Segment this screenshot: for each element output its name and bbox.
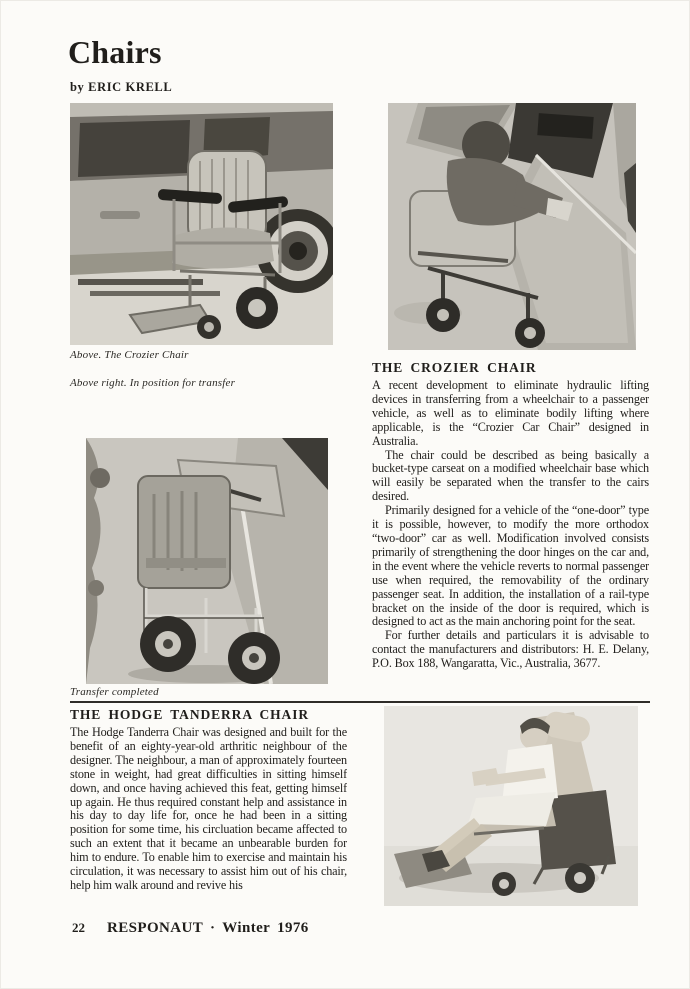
photo-tanderra-chair <box>384 706 638 906</box>
article-crozier-heading: THE CROZIER CHAIR <box>372 360 537 375</box>
caption-transfer-completed: Transfer completed <box>70 686 159 698</box>
page-number: 22 <box>72 920 85 935</box>
article-crozier-paragraph-3: Primarily designed for a vehicle of the “one-door” type it is possible, however, to modify the more orthodox “two-door” car as well. Modification involved consists primarily of strengthening the door hinges on the car and, in the event where the vehicle reverts to normal passenger use when required, the removability of the ordinary passenger seat. In addition, the installation of a rail-type bracket on the inside of the door is required, which is designed to act as the main anchoring point for the seat. <box>372 503 649 629</box>
tanderra-chair-photo-image <box>384 706 638 906</box>
page-title: Chairs <box>68 34 162 70</box>
photo-transfer-position <box>388 103 636 350</box>
journal-title: RESPONAUT · Winter 1976 <box>107 920 309 936</box>
article-hodge-paragraph-1: The Hodge Tanderra Chair was designed and built for the benefit of an eighty-year-old arthritic neighbour of the designer. The neighbour, a man of approximately fourteen stone in weight, had great difficulties in sitting himself down, and once having achieved this feat, getting himself up again. He thus required constant help and assistance in his day to day life for, once he had been in a sitting position for some time, his circluation became affected to such an extent that it became an unbearable burden for him to endure. To enable him to exercise and maintain his circulation, it was necessary to assist him out of his chair, help him walk around and revive his <box>70 725 347 892</box>
article-crozier-paragraph-4: For further details and particulars it is advisable to contact the manufacturers and distributors: H. E. Delany, P.O. Box 188, Wangaratta, Vic., Australia, 3677. <box>372 628 649 671</box>
photo-crozier-chair <box>70 103 333 345</box>
crozier-chair-photo-image <box>70 103 333 345</box>
caption-crozier-chair: Above. The Crozier Chair <box>70 349 189 361</box>
article-crozier-paragraph-2: The chair could be described as being basically a bucket-type carseat on a modified wheelchair base which will easily be separated when the transfer to the cairs desired. <box>372 447 649 504</box>
caption-transfer-position: Above right. In position for transfer <box>70 377 236 389</box>
transfer-position-photo-image <box>388 103 636 350</box>
page-footer <box>72 920 309 937</box>
article-hodge-tanderra <box>70 707 347 909</box>
article-crozier <box>372 360 649 696</box>
photo-transfer-completed <box>86 438 328 684</box>
article-hodge-heading: THE HODGE TANDERRA CHAIR <box>70 707 310 722</box>
byline: by ERIC KRELL <box>70 80 173 94</box>
transfer-completed-photo-image <box>86 438 328 684</box>
article-crozier-paragraph-1: A recent development to eliminate hydraulic lifting devices in transferring from a wheelchair to a passenger vehicle, as well as to eliminate bodily lifting where applicable, is the “Crozier Car Chair” designed in Australia. <box>372 378 649 448</box>
section-divider-rule <box>70 701 650 703</box>
